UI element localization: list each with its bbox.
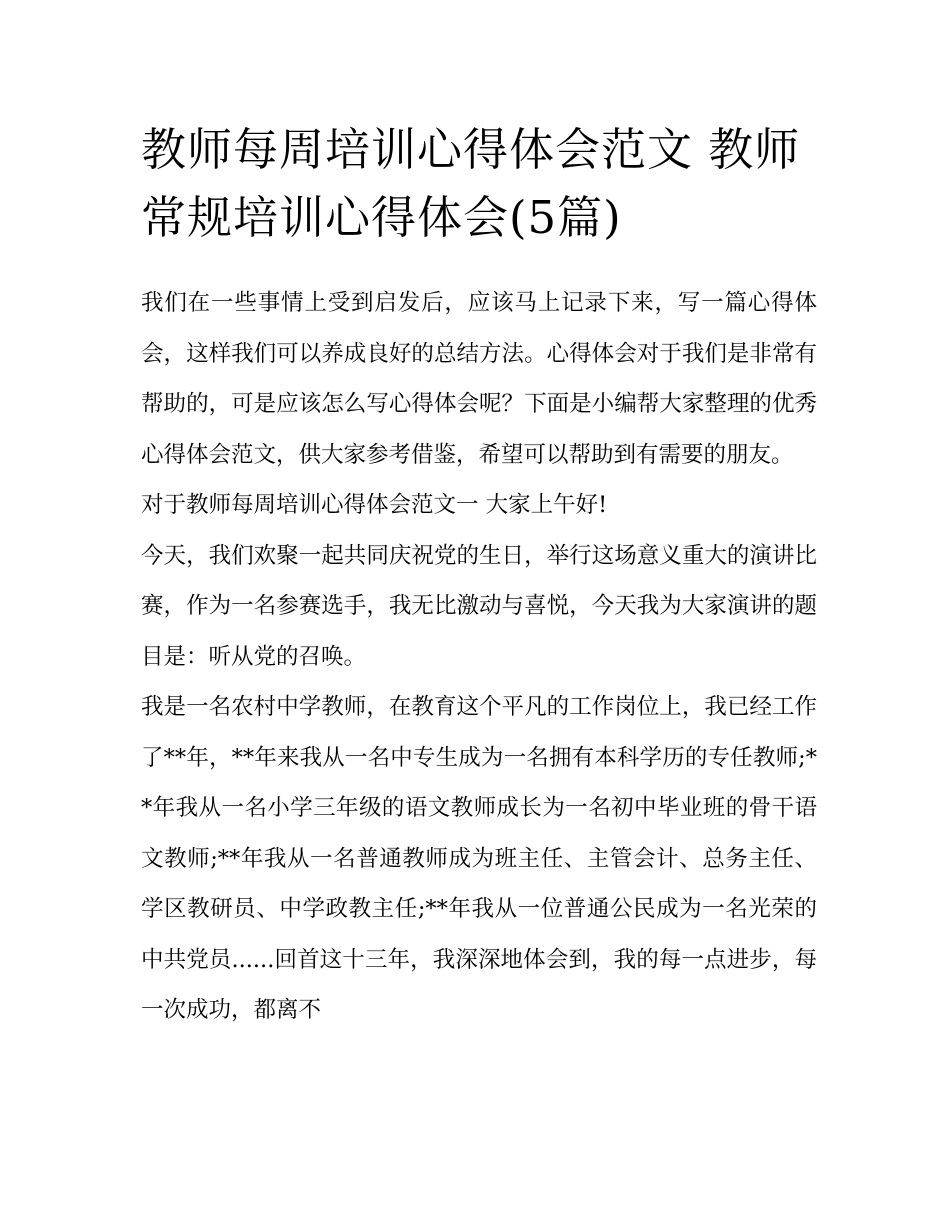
- document-title: 教师每周培训心得体会范文 教师常规培训心得体会(5篇): [141, 123, 801, 244]
- body-paragraph: 我是一名农村中学教师，在教育这个平凡的工作岗位上，我已经工作了**年，**年来我从一名中专生成为一名拥有本科学历的专任教师;**年我从一名小学三年级的语文教师成长为一名初中毕业班的骨干语文教师;**年我从一名普通教师成为班主任、主管会计、总务主任、学区教研员、中学政教主任;**年我从一位普通公民成为一名光荣的中共党员......回首这十三年，我深深地体会到，我的每一点进步，每一次成功，都离不: [141, 694, 817, 1023]
- intro-paragraph: 我们在一些事情上受到启发后，应该马上记录下来，写一篇心得体会，这样我们可以养成良好的总结方法。心得体会对于我们是非常有帮助的，可是应该怎么写心得体会呢？下面是小编帮大家整理的优秀心得体会范文，供大家参考借鉴，希望可以帮助到有需要的朋友。: [141, 290, 817, 468]
- document-body: [141, 278, 817, 1036]
- section-heading-paragraph: 对于教师每周培训心得体会范文一 大家上午好!: [141, 492, 608, 518]
- body-paragraph: 今天，我们欢聚一起共同庆祝党的生日，举行这场意义重大的演讲比赛，作为一名参赛选手，我无比激动与喜悦，今天我为大家演讲的题目是：听从党的召唤。: [141, 542, 817, 670]
